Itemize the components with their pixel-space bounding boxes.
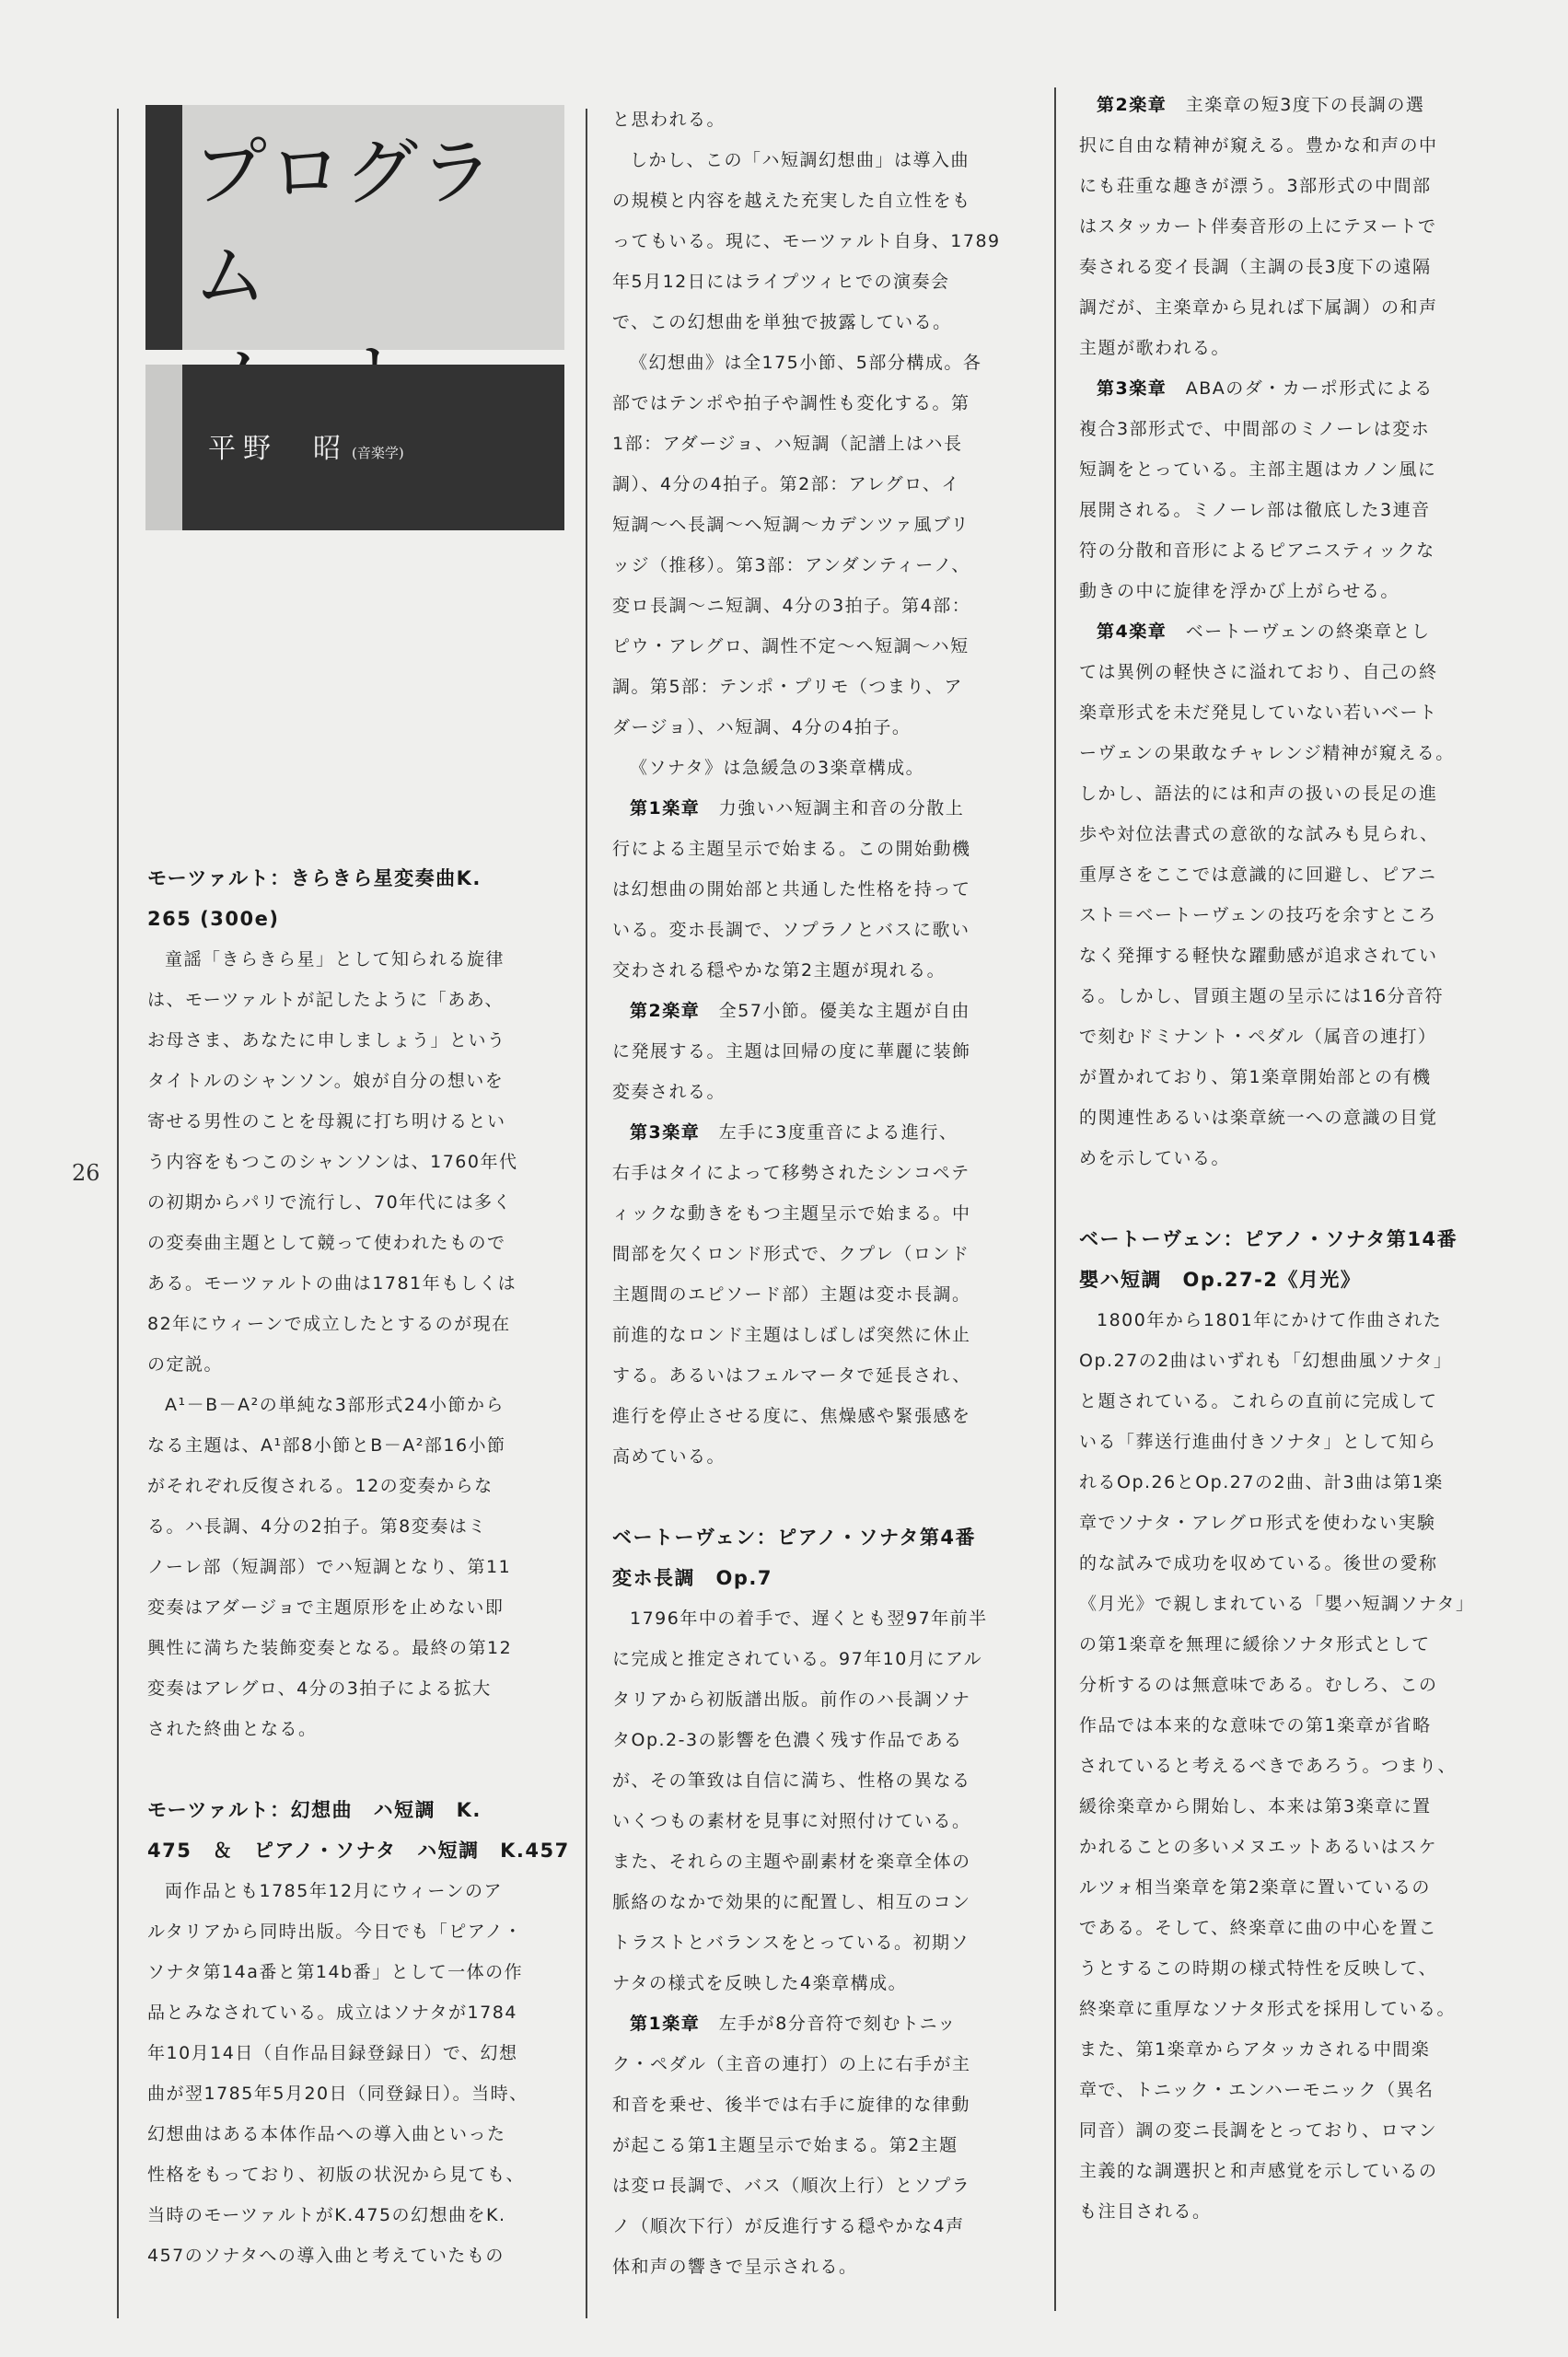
section-heading-mozart-fantasia-sonata: モーツァルト：幻想曲 ハ短調 K. 475 ＆ ピアノ・ソナタ ハ短調 K.457	[147, 1799, 570, 1862]
paragraph: 《ソナタ》は急緩急の3楽章構成。	[630, 758, 925, 778]
movement-text: 左手が8分音符で刻むトニッ ク・ペダル（主音の連打）の上に右手が主 和音を乗せ、後半では右手に旋律的な律動 が起こる第1主題呈示で始まる。第2主題 は変ロ長調で、バス（順次上行）とソプラ ノ（順次下行）が反進行する穏やかな4声 体和声の響きで呈示される。	[612, 2014, 971, 2277]
title-accent-bar	[145, 105, 182, 350]
movement-paragraph	[612, 2003, 1038, 2287]
movement-paragraph	[1079, 85, 1512, 368]
movement-label: 第4楽章	[1097, 621, 1167, 642]
movement-label: 第3楽章	[630, 1122, 701, 1143]
movement-paragraph	[612, 788, 1038, 991]
paragraph: A¹－B－A²の単純な3部形式24小節から なる主題は、A¹部8小節とB－A²部16小節 がそれぞれ反復される。12の変奏からな る。ハ長調、4分の2拍子。第8変奏はミ ノーレ部（短調部）でハ短調となり、第11 変奏はアダージョで主題原形を止めない即 興性に満ちた装飾変奏となる。最終の第12 変奏はアレグロ、4分の3拍子による拡大 された終曲となる。	[147, 1395, 513, 1739]
column-divider-2	[1054, 87, 1056, 2311]
section-heading-beethoven-sonata-4: ベートーヴェン：ピアノ・ソナタ第4番 変ホ長調 Op.7	[612, 1527, 977, 1589]
column-divider-1	[586, 109, 587, 2318]
title-block	[145, 105, 564, 350]
author-accent-bar	[145, 365, 182, 530]
paragraph: しかし、この「ハ短調幻想曲」は導入曲 の規模と内容を越えた充実した自立性をも ってもいる。現に、モーツァルト自身、1789 年5月12日にはライプツィヒでの演奏会 で、この幻想曲を単独で披露している。	[612, 150, 1001, 332]
movement-paragraph	[1079, 611, 1512, 1178]
movement-text: 主楽章の短3度下の長調の選 択に自由な精神が窺える。豊かな和声の中 にも荘重な趣きが漂う。3部形式の中間部 はスタッカート伴奏音形の上にテヌートで 奏される変イ長調（主調の長3度下の遠隔 調だが、主楽章から見れば下属調）の和声 主題が歌われる。	[1079, 95, 1438, 358]
section-heading-mozart-variations: モーツァルト：きらきら星変奏曲K. 265 (300e)	[147, 867, 482, 930]
page-number: 26	[72, 1160, 100, 1186]
paragraph: 1796年中の着手で、遅くとも翌97年前半 に完成と推定されている。97年10月にアル タリアから初版譜出版。前作のハ長調ソナ タOp.2-3の影響を色濃く残す作品である が、その筆致は自信に満ち、性格の異なる いくつもの素材を見事に対照付けている。 また、それらの主題や副素材を楽章全体の 脈絡のなかで効果的に配置し、相互のコン トラストとバランスをとっている。初期ソ ナタの様式を反映した4楽章構成。	[612, 1608, 988, 1993]
movement-text: 全57小節。優美な主題が自由 に発展する。主題は回帰の度に華麗に装飾 変奏される。	[612, 1001, 971, 1102]
column-3	[1079, 85, 1512, 2232]
movement-label: 第1楽章	[630, 2014, 701, 2034]
left-margin-rule	[117, 109, 119, 2318]
movement-label: 第3楽章	[1097, 378, 1167, 399]
paragraph: 1800年から1801年にかけて作曲された Op.27の2曲はいずれも「幻想曲風ソナタ」 と題されている。これらの直前に完成して いる「葬送行進曲付きソナタ」として知ら れるOp.26とOp.27の2曲、計3曲は第1楽 章でソナタ・アレグロ形式を使わない実験 的な試みで成功を収めている。後世の愛称 《月光》で親しまれている「嬰ハ短調ソナタ」 の第1楽章を無理に緩徐ソナタ形式として 分析するのは無意味である。むしろ、この 作品では本来的な意味での第1楽章が省略 されていると考えるべきであろう。つまり、 緩徐楽章から開始し、本来は第3楽章に置 かれることの多いメヌエットあるいはスケ ルツォ相当楽章を第2楽章に置いているの である。そして、終楽章に曲の中心を置こ うとするこの時期の様式特性を反映して、 終楽章に重厚なソナタ形式を採用している。 また、第1楽章からアタッカされる中間楽 章で、トニック・エンハーモニック（異名 同音）調の変ニ長調をとっており、ロマン 主義的な調選択と和声感覚を示しているの も注目される。	[1079, 1310, 1475, 2222]
column-2	[612, 99, 1038, 2287]
paragraph: 童謡「きらきら星」として知られる旋律 は、モーツァルトが記したように「ああ、 お母さま、あなたに申しましょう」という タイトルのシャンソン。娘が自分の想いを 寄せる男性のことを母親に打ち明けるとい う内容をもつこのシャンソンは、1760年代 の初期からパリで流行し、70年代には多く の変奏曲主題として競って使われたもので ある。モーツァルトの曲は1781年もしくは 82年にウィーンで成立したとするのが現在 の定説。	[147, 949, 518, 1375]
movement-text: 力強いハ短調主和音の分散上 行による主題呈示で始まる。この開始動機 は幻想曲の開始部と共通した性格を持って いる。変ホ長調で、ソプラノとバスに歌い 交わされる穏やかな第2主題が現れる。	[612, 798, 971, 981]
movement-label: 第1楽章	[630, 798, 701, 819]
section-heading-beethoven-sonata-14: ベートーヴェン：ピアノ・ソナタ第14番 嬰ハ短調 Op.27-2《月光》	[1079, 1228, 1458, 1291]
author-line	[208, 425, 404, 466]
author-name: 平野 昭	[208, 433, 348, 465]
movement-text: ベートーヴェンの終楽章とし ては異例の軽快さに溢れており、自己の終 楽章形式を未だ発見していない若いベート ーヴェンの果敢なチャレンジ精神が窺える。 しかし、語法的には和声の扱いの長足の進 歩や対位法書式の意欲的な試みも見られ、 重厚さをここでは意識的に回避し、ピアニ スト＝ベートーヴェンの技巧を余すところ なく発揮する軽快な躍動感が追求されてい る。しかし、冒頭主題の呈示には16分音符 で刻むドミナント・ペダル（属音の連打） が置かれており、第1楽章開始部との有機 的関連性あるいは楽章統一への意識の目覚 めを示している。	[1079, 621, 1455, 1168]
movement-paragraph	[612, 991, 1038, 1112]
author-block	[145, 365, 564, 530]
movement-label: 第2楽章	[630, 1001, 701, 1021]
author-role: (音楽学)	[352, 445, 404, 461]
movement-paragraph	[1079, 368, 1512, 611]
paragraph: 両作品とも1785年12月にウィーンのア ルタリアから同時出版。今日でも「ピアノ・ ソナタ第14a番と第14b番」として一体の作 品とみなされている。成立はソナタが1784 年10月14日（自作品目録登録日）で、幻想 曲が翌1785年5月20日（同登録日）。当時、 幻想曲はある本体作品への導入曲といった 性格をもっており、初版の状況から見ても、 当時のモーツァルトがK.475の幻想曲をK. 457のソナタへの導入曲と考えていたもの	[147, 1881, 528, 2266]
movement-label: 第2楽章	[1097, 95, 1167, 115]
movement-text: ABAのダ・カーポ形式による 複合3部形式で、中間部のミノーレは変ホ 短調をとっている。主部主題はカノン風に 展開される。ミノーレ部は徹底した3連音 符の分散和音形によるピアニスティックな 動きの中に旋律を浮かび上がらせる。	[1079, 378, 1437, 601]
movement-text: 左手に3度重音による進行、 右手はタイによって移勢されたシンコペテ ィックな動きをもつ主題呈示で始まる。中 間部を欠くロンド形式で、クプレ（ロンド 主題間のエピソード部）主題は変ホ長調。 前進的なロンド主題はしばしば突然に休止 する。あるいはフェルマータで延長され、 進行を停止させる度に、焦燥感や緊張感を 高めている。	[612, 1122, 971, 1467]
title-line-1: プログラム	[193, 130, 495, 319]
column-1	[147, 858, 571, 2276]
paragraph: と思われる。	[612, 110, 726, 130]
paragraph: 《幻想曲》は全175小節、5部分構成。各 部ではテンポや拍子や調性も変化する。第 1部：アダージョ、ハ短調（記譜上はハ長 調）、4分の4拍子。第2部：アレグロ、イ 短調～ヘ長調～ヘ短調～カデンツァ風ブリ ッジ（推移）。第3部：アンダンティーノ、 変ロ長調～ニ短調、4分の3拍子。第4部： ピウ・アレグロ、調性不定～ヘ短調～ハ短 調。第5部：テンポ・プリモ（つまり、ア ダージョ）、ハ短調、4分の4拍子。	[612, 353, 982, 737]
movement-paragraph	[612, 1112, 1038, 1477]
